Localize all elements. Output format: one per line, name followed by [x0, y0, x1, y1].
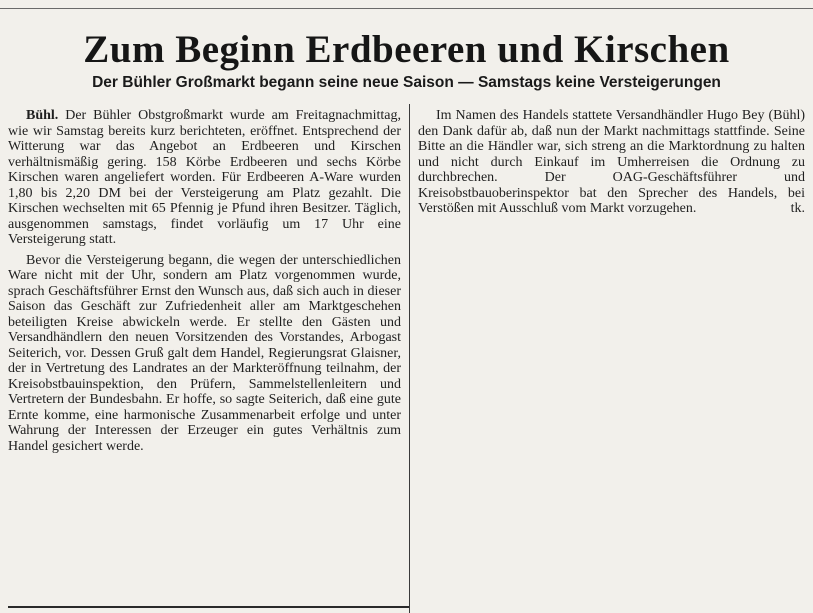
bottom-rule [8, 606, 409, 608]
article-column-left [8, 108, 401, 454]
article-column-right [418, 108, 805, 217]
article-dateline: Bühl. [26, 108, 59, 123]
article-paragraph-text: Im Namen des Handels stattete Versandhändler Hugo Bey (Bühl) den Dank dafür ab, daß nun der Markt nachmittags stattfinde. Seine Bitte an die Händler war, sich streng an die Marktordnung zu halten und nicht durch Einkauf im Umherreisen die Ordnung zu durchbrechen. Der OAG-Geschäftsführer und Kreisobstbauoberinspektor bat den Sprecher des Handels, bei Verstößen mit Ausschluß vom Markt vorzugehen. [418, 108, 805, 216]
article-paragraph: Bevor die Versteigerung begann, die wegen der unterschiedlichen Ware nicht mit der Uhr, sondern am Platz vorgenommen wurde, sprach Geschäftsführer Ernst den Wunsch aus, daß sich auch in dieser Saison das Geschäft zur Zufriedenheit aller am Marktgeschehen beteiligten Kreise abwickeln werde. Er stellte den Gästen und Versandhändlern den neuen Vorsitzenden des Vorstandes, Arbogast Seiterich, vor. Dessen Gruß galt dem Handel, Regierungsrat Glaisner, der in Vertretung des Landrates an der Markteröffnung teilnahm, der Kreisobstbauinspektion, den Prüfern, Sammelstellenleitern und Vertretern der Bundesbahn. Er hoffe, so sagte Seiterich, daß eine gute Ernte komme, eine harmonische Zusammenarbeit erfolge und unter Wahrung der Interessen der Erzeuger ein gutes Verhältnis zum Handel gesichert werde. [8, 252, 401, 454]
article-headline: Zum Beginn Erdbeeren und Kirschen [83, 28, 730, 71]
top-rule [0, 0, 813, 9]
article-paragraph [418, 108, 805, 217]
article-subheadline: Der Bühler Großmarkt begann seine neue Saison — Samstags keine Versteigerungen [92, 74, 721, 91]
article-paragraph [8, 108, 401, 248]
author-signature: tk. [790, 201, 805, 216]
article-paragraph-text: Der Bühler Obstgroßmarkt wurde am Freitagnachmittag, wie wir Samstag bereits kurz berichteten, eröffnet. Entsprechend der Witterung war das Angebot an Erdbeeren und Kirschen verhältnismäßig gering. 158 Körbe Erdbeeren und sechs Körbe Kirschen waren angeliefert worden. Für Erdbeeren A-Ware wurden 1,80 bis 2,20 DM bei der Versteigerung am Platz gezahlt. Die Kirschen wechselten mit 65 Pfennig je Pfund ihren Besitzer. Täglich, ausgenommen samstags, findet vorläufig um 17 Uhr eine Versteigerung statt. [8, 108, 401, 247]
column-divider [409, 104, 410, 613]
